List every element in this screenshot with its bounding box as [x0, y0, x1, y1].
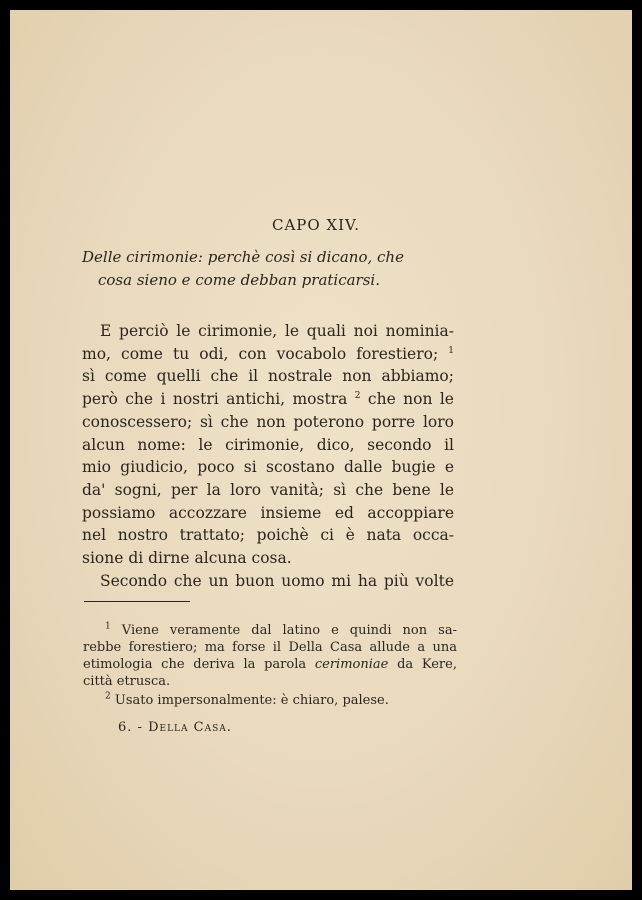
footnote-mark-2: 2: [105, 691, 111, 702]
footnote-divider: [84, 601, 190, 602]
text-line: possiamo accozzare insieme ed accoppiare: [82, 503, 454, 522]
body-paragraph: [82, 320, 454, 592]
text-line: E perciò le cirimonie, le quali noi nominia-: [100, 322, 454, 340]
text-line: conoscessero; sì che non poterono porre loro: [82, 412, 454, 431]
text-line: alcun nome: le cirimonie, dico, secondo il: [82, 435, 454, 454]
note-ref-2: 2: [354, 390, 361, 401]
footnote-1-line: città etrusca.: [83, 674, 171, 689]
footnote-1-line: etimologia che deriva la parola cerimoniae da Kere,: [83, 657, 457, 672]
chapter-title: CAPO XIV.: [271, 216, 361, 234]
signature-number: 6. -: [118, 720, 143, 735]
note-ref-1: 1: [448, 345, 454, 356]
text-line: mio giudicio, poco si scostano dalle bugie e: [82, 458, 454, 477]
footnotes: [83, 622, 457, 709]
book-page: [10, 10, 632, 890]
text-line: mo, come tu odi, con vocabolo forestiero; $^1$: [82, 344, 454, 363]
text-line: da' sogni, per la loro vanità; sì che bene le: [82, 480, 454, 499]
signature-mark: [118, 720, 232, 735]
signature-name: Della Casa.: [148, 720, 232, 735]
footnote-1-line: rebbe forestiero; ma forse il Della Casa allude a una: [83, 640, 457, 655]
footnote-mark-1: 1: [105, 621, 111, 632]
footnote-2-line: $^2$ Usato impersonalmente: è chiaro, palese.: [105, 691, 389, 708]
text-line: sì come quelli che il nostrale non abbiamo;: [82, 367, 454, 386]
text-line: Secondo che un buon uomo mi ha più volte: [100, 571, 454, 590]
text-line: nel nostro trattato; poichè ci è nata occa-: [82, 526, 454, 545]
chapter-subtitle: [82, 246, 482, 292]
subtitle-line-1: Delle cirimonie: perchè così si dicano, che: [82, 248, 404, 266]
footnote-1-line: $^1$ Viene veramente dal latino e quindi non sa-: [105, 621, 457, 638]
text-line: però che i nostri antichi, mostra $^2$ che non le: [82, 390, 454, 409]
subtitle-line-2: cosa sieno e come debban praticarsi.: [98, 271, 380, 289]
text-line: sione di dirne alcuna cosa.: [82, 549, 292, 568]
